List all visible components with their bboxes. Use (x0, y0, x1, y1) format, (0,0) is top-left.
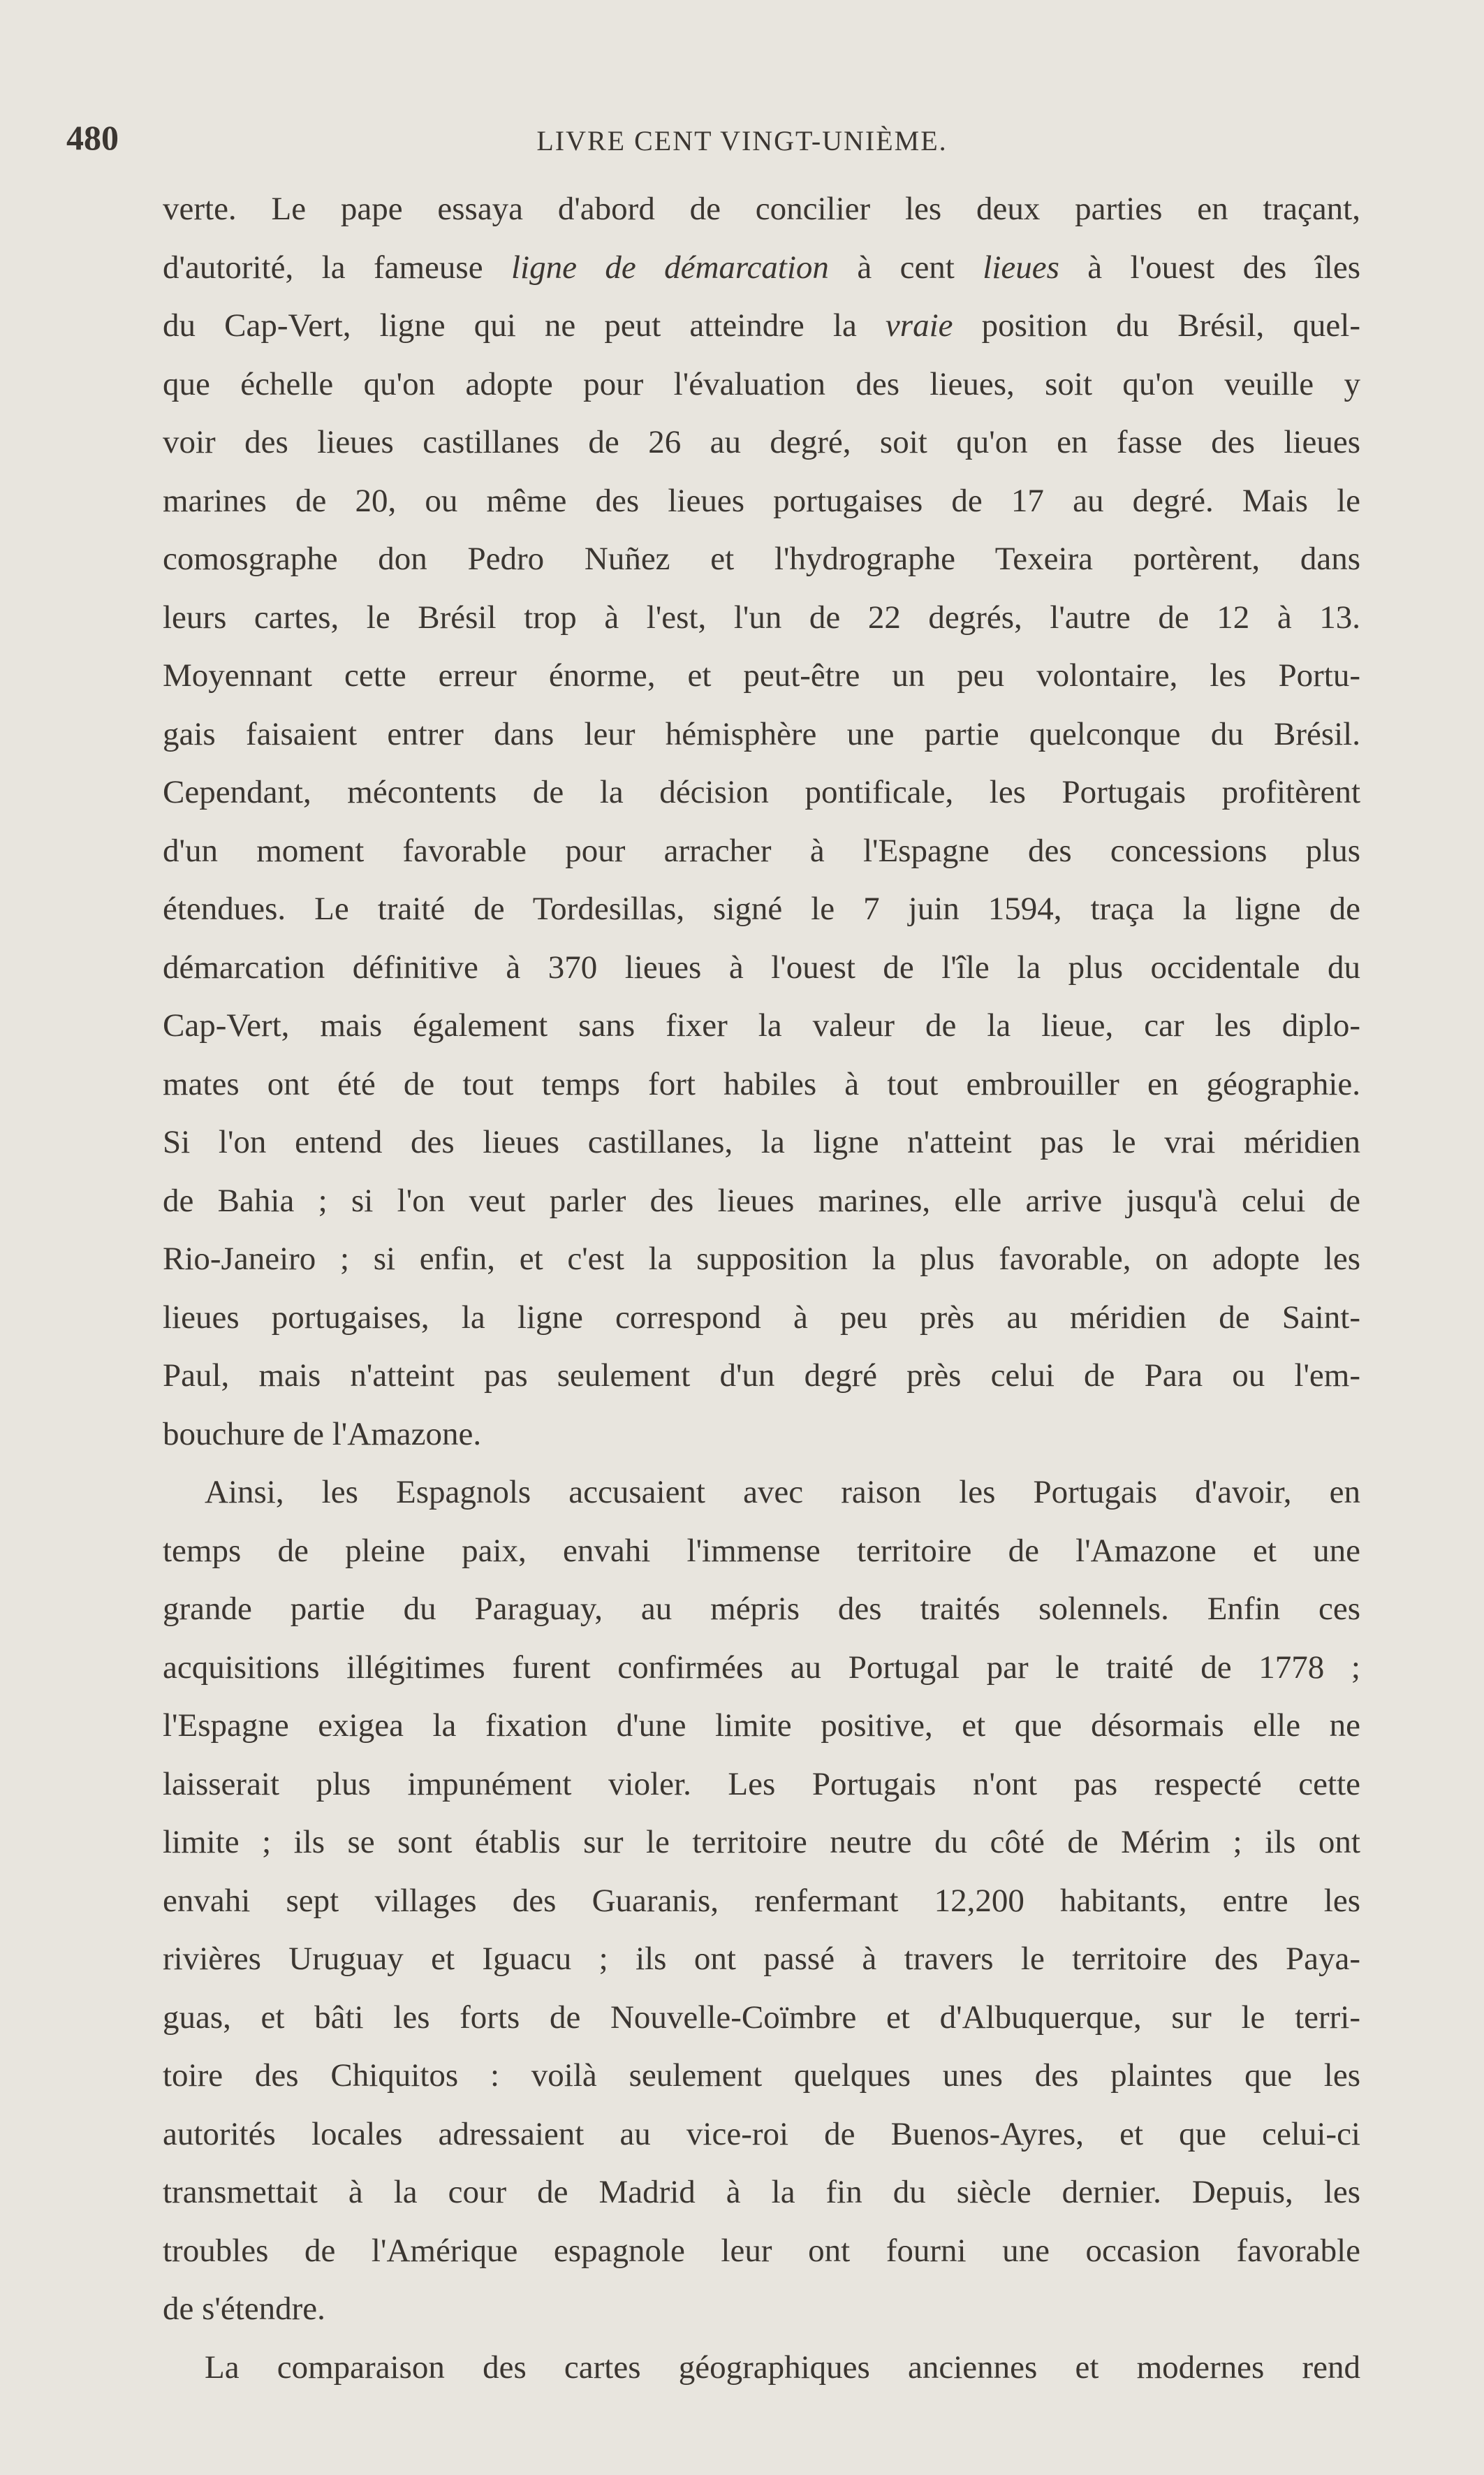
text-line (163, 2339, 1360, 2397)
page-number: 480 (66, 118, 119, 157)
text-segment: d'un moment favorable pour arracher à l'Espagne des concessions plus (163, 832, 1360, 869)
text-line (163, 356, 1360, 414)
text-line (163, 1930, 1360, 1989)
text-segment: toire des Chiquitos : voilà seulement quelques unes des plaintes que les (163, 2057, 1360, 2094)
text-segment: verte. Le pape essaya d'abord de concilier les deux parties en traçant, (163, 191, 1360, 227)
text-line (163, 1056, 1360, 1114)
text-line (163, 1755, 1360, 1814)
text-line (163, 706, 1360, 764)
text-line (163, 764, 1360, 822)
text-line (163, 1580, 1360, 1639)
text-segment: autorités locales adressaient au vice-roi de Buenos-Ayres, et que celui-ci (163, 2115, 1360, 2152)
text-line (163, 297, 1360, 356)
text-segment: voir des lieues castillanes de 26 au degré, soit qu'on en fasse des lieues (163, 424, 1360, 460)
text-line (163, 239, 1360, 298)
text-line (163, 2163, 1360, 2222)
text-segment: du Cap-Vert, ligne qui ne peut atteindre la (163, 307, 886, 344)
text-line (163, 1813, 1360, 1872)
text-line (163, 1114, 1360, 1172)
page-body (163, 180, 1360, 2397)
text-segment: Paul, mais n'atteint pas seulement d'un degré près celui de Para ou l'em- (163, 1357, 1360, 1394)
text-line (163, 997, 1360, 1056)
text-line (163, 1347, 1360, 1406)
text-line (163, 1406, 1360, 1464)
text-line (163, 2222, 1360, 2281)
text-line (163, 647, 1360, 706)
paragraph (163, 180, 1360, 1463)
text-segment: à l'ouest des îles (1059, 249, 1361, 286)
text-line (163, 589, 1360, 648)
text-segment: grande partie du Paraguay, au mépris des traités solennels. Enfin ces (163, 1591, 1360, 1627)
text-segment: de Bahia ; si l'on veut parler des lieues marines, elle arrive jusqu'à celui de (163, 1182, 1360, 1219)
text-segment: La comparaison des cartes géographiques anciennes et modernes rend (205, 2349, 1360, 2386)
paragraph (163, 2339, 1360, 2397)
text-line (163, 2105, 1360, 2164)
text-segment: que échelle qu'on adopte pour l'évaluation des lieues, soit qu'on veuille y (163, 365, 1360, 402)
text-line (163, 530, 1360, 589)
text-segment: guas, et bâti les forts de Nouvelle-Coïmbre et d'Albuquerque, sur le terri- (163, 1999, 1360, 2036)
text-line (163, 939, 1360, 998)
italic-text: lieues (983, 249, 1059, 286)
text-segment: gais faisaient entrer dans leur hémisphère une partie quelconque du Brésil. (163, 715, 1360, 752)
text-segment: Ainsi, les Espagnols accusaient avec raison les Portugais d'avoir, en (205, 1474, 1360, 1510)
text-line (163, 1522, 1360, 1581)
text-segment: rivières Uruguay et Iguacu ; ils ont passé à travers le territoire des Paya- (163, 1941, 1360, 1977)
text-segment: démarcation définitive à 370 lieues à l'ouest de l'île la plus occidentale du (163, 949, 1360, 986)
text-segment: l'Espagne exigea la fixation d'une limite positive, et que désormais elle ne (163, 1707, 1360, 1744)
text-line (163, 2047, 1360, 2105)
text-segment: marines de 20, ou même des lieues portugaises de 17 au degré. Mais le (163, 482, 1360, 519)
text-segment: transmettait à la cour de Madrid à la fin du siècle dernier. Depuis, les (163, 2174, 1360, 2210)
text-line (163, 822, 1360, 881)
text-segment: envahi sept villages des Guaranis, renfermant 12,200 habitants, entre les (163, 1882, 1360, 1919)
text-line (163, 1872, 1360, 1931)
text-segment: d'autorité, la fameuse (163, 249, 511, 286)
text-line (163, 414, 1360, 472)
text-segment: temps de pleine paix, envahi l'immense territoire de l'Amazone et une (163, 1532, 1360, 1569)
italic-text: vraie (885, 307, 953, 344)
text-segment: Cap-Vert, mais également sans fixer la valeur de la lieue, car les diplo- (163, 1007, 1360, 1044)
text-line (163, 1697, 1360, 1755)
text-segment: acquisitions illégitimes furent confirmées au Portugal par le traité de 1778 ; (163, 1649, 1360, 1686)
text-segment: de s'étendre. (163, 2291, 325, 2327)
paragraph (163, 1463, 1360, 2339)
text-line (163, 1172, 1360, 1231)
text-segment: lieues portugaises, la ligne correspond à peu près au méridien de Saint- (163, 1299, 1360, 1336)
text-segment: position du Brésil, quel- (953, 307, 1360, 344)
text-line (163, 1289, 1360, 1348)
text-segment: Cependant, mécontents de la décision pontificale, les Portugais profitèrent (163, 774, 1360, 810)
text-line (163, 1989, 1360, 2047)
text-segment: troubles de l'Amérique espagnole leur ont fourni une occasion favorable (163, 2232, 1360, 2269)
text-segment: comosgraphe don Pedro Nuñez et l'hydrographe Texeira portèrent, dans (163, 541, 1360, 577)
text-segment: mates ont été de tout temps fort habiles à tout embrouiller en géographie. (163, 1065, 1360, 1102)
text-line (163, 180, 1360, 239)
text-line (163, 2280, 1360, 2339)
text-segment: laisserait plus impunément violer. Les Portugais n'ont pas respecté cette (163, 1765, 1360, 1802)
text-segment: Rio-Janeiro ; si enfin, et c'est la supposition la plus favorable, on adopte les (163, 1241, 1360, 1277)
text-line (163, 1230, 1360, 1289)
text-segment: leurs cartes, le Brésil trop à l'est, l'un de 22 degrés, l'autre de 12 à 13. (163, 599, 1360, 636)
text-segment: limite ; ils se sont établis sur le territoire neutre du côté de Mérim ; ils ont (163, 1824, 1360, 1860)
text-line (163, 1463, 1360, 1522)
text-segment: à cent (828, 249, 983, 286)
running-title: LIVRE CENT VINGT-UNIÈME. (536, 125, 948, 156)
text-line (163, 880, 1360, 939)
text-segment: étendues. Le traité de Tordesillas, signé le 7 juin 1594, traça la ligne de (163, 891, 1360, 927)
italic-text: ligne de démarcation (510, 249, 829, 286)
text-line (163, 1639, 1360, 1698)
text-line (163, 472, 1360, 531)
text-segment: Moyennant cette erreur énorme, et peut-être un peu volontaire, les Portu- (163, 657, 1360, 694)
text-segment: Si l'on entend des lieues castillanes, la ligne n'atteint pas le vrai méridien (163, 1124, 1360, 1160)
text-segment: bouchure de l'Amazone. (163, 1415, 482, 1452)
